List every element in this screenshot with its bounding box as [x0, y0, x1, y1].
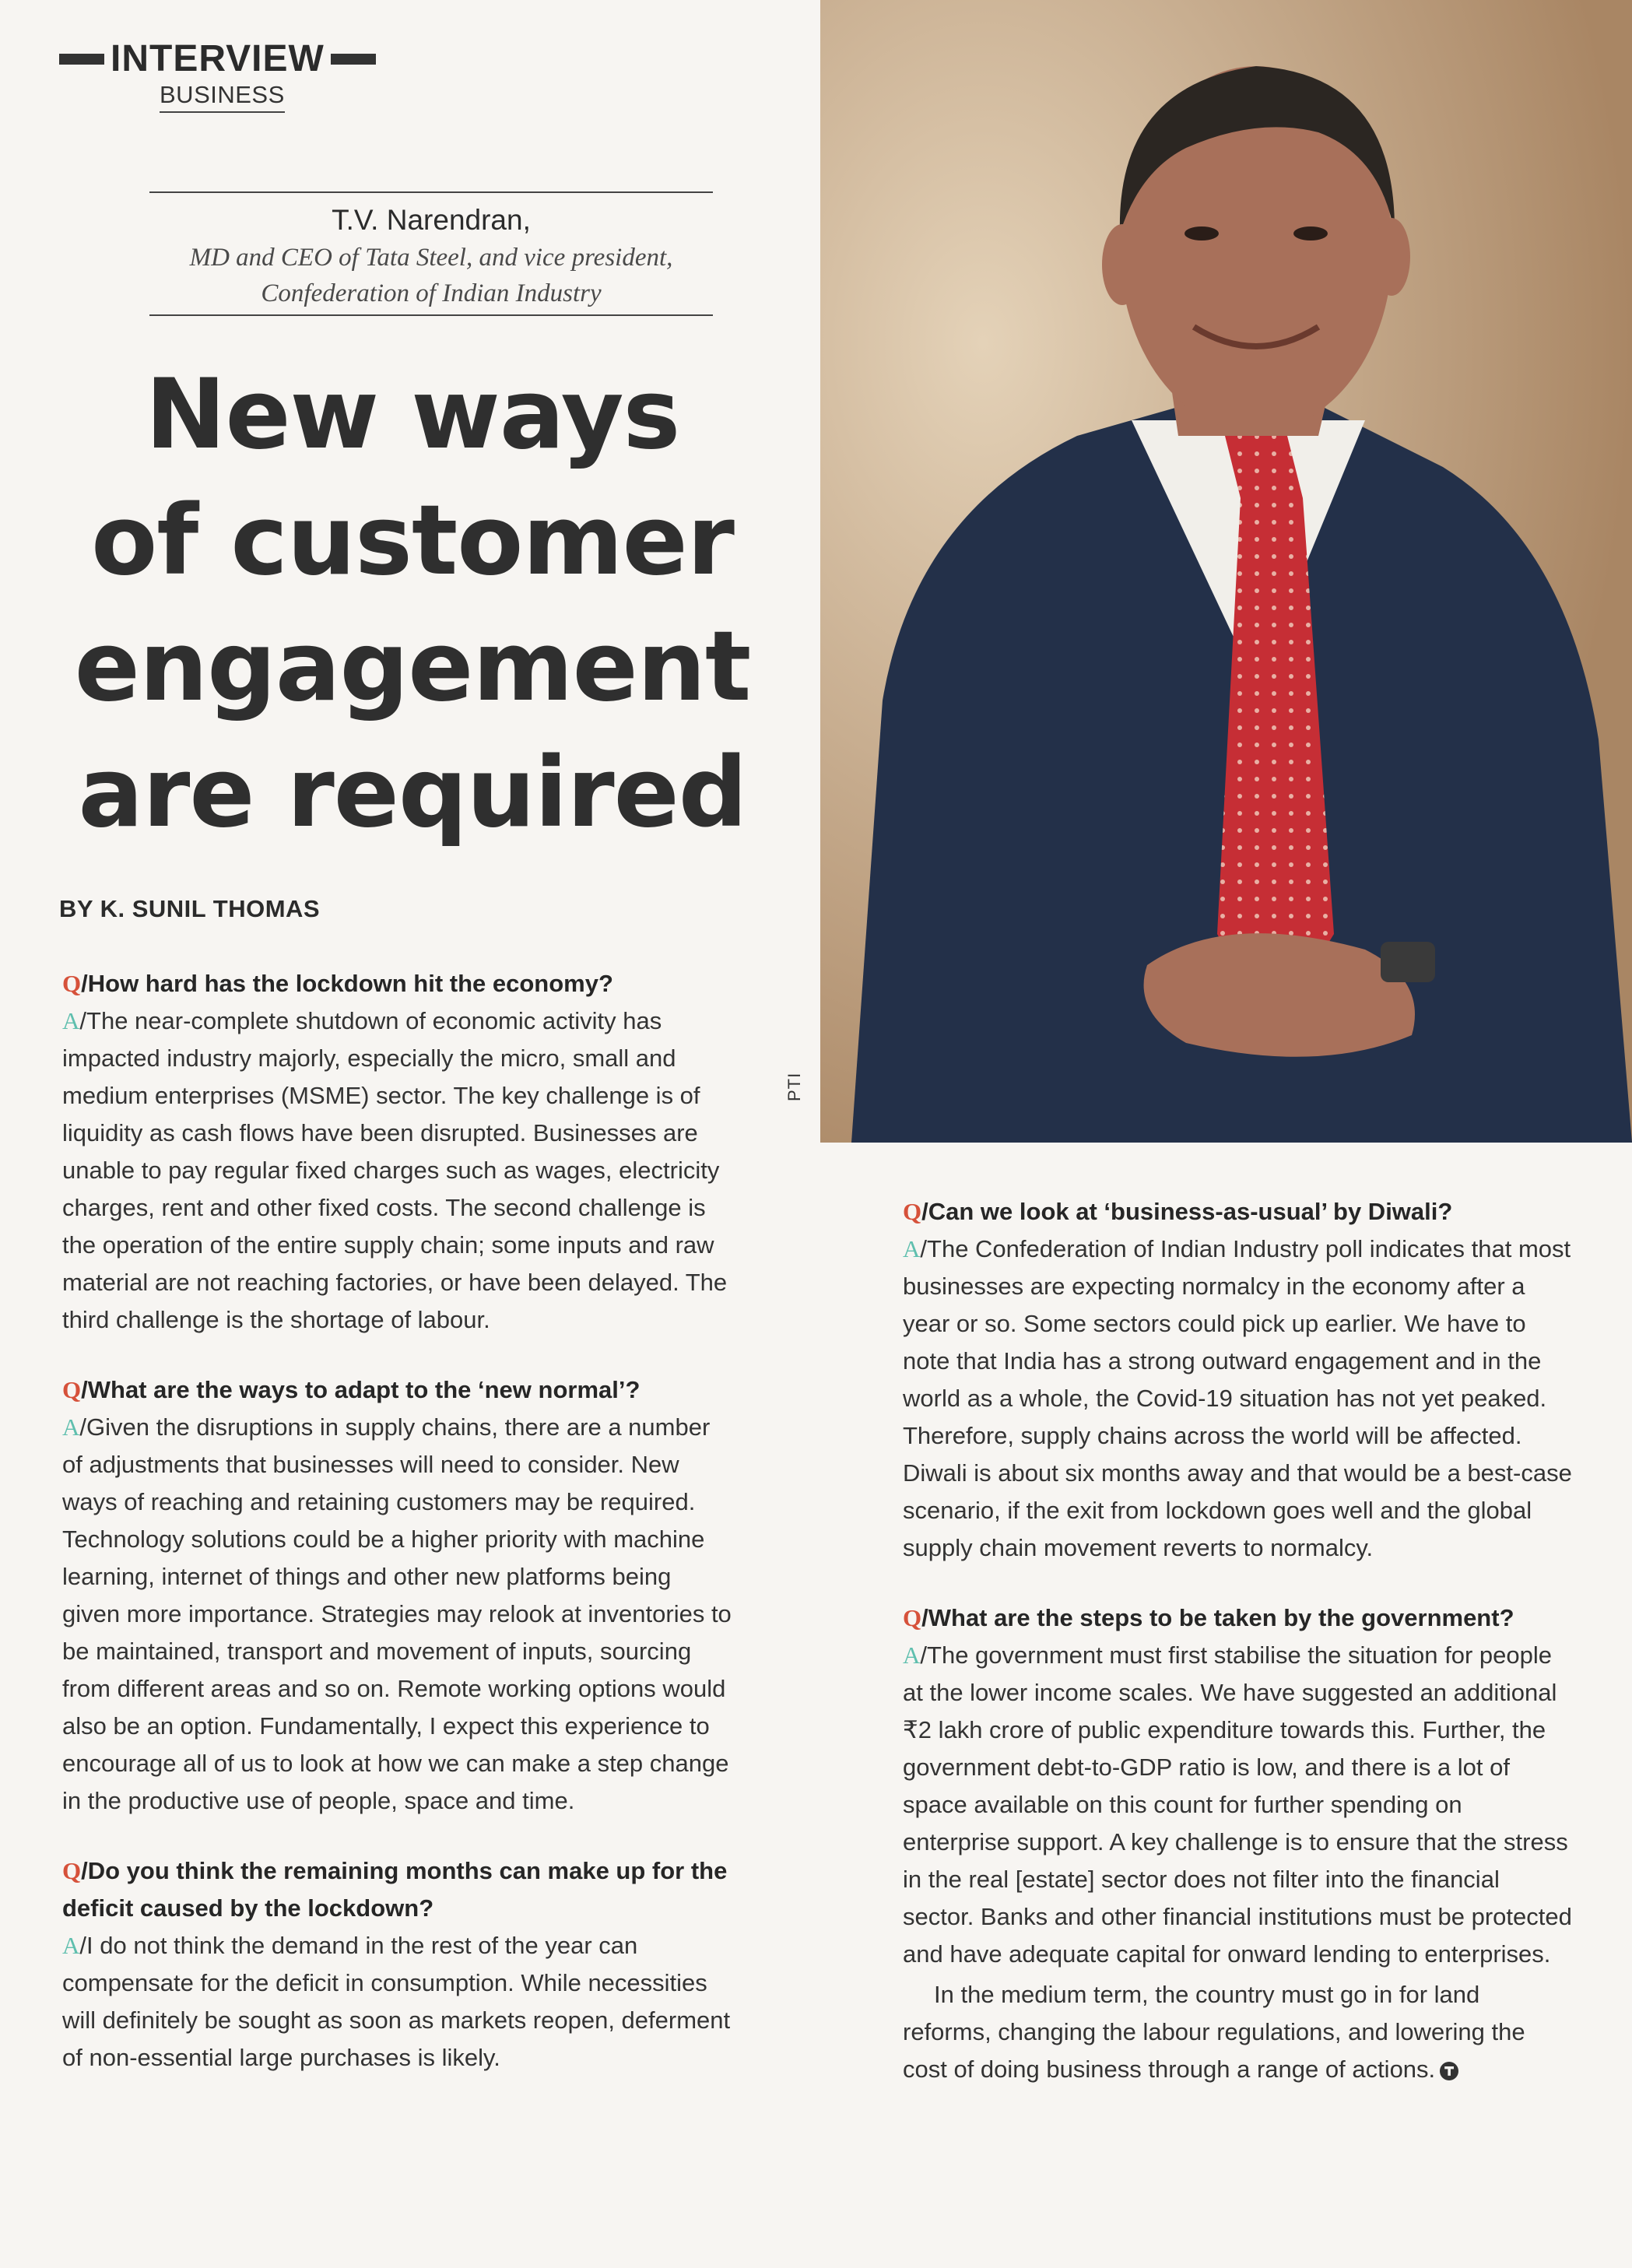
answer-continued-text: In the medium term, the country must go in for land reforms, changing the labour regulations, and lowering the cost of doing business through a range of actions.	[903, 1981, 1525, 2083]
kicker-bar-right	[331, 54, 376, 65]
byline: BY K. SUNIL THOMAS	[59, 895, 321, 922]
answer-text: The Confederation of Indian Industry poll indicates that most businesses are expecting normalcy in the economy after a year or so. Some sectors could pick up earlier. We have to note that India has a strong outward engagement and in the world as a whole, the Covid-19 situation has not yet peaked. Therefore, supply chains across the world will be affected. Diwali is about six months away and that would be a best-case scenario, if the exit from lockdown goes well and the global supply chain movement reverts to normalcy.	[903, 1235, 1572, 1561]
headline-line1: New ways	[145, 359, 680, 471]
headline-line4: are required	[78, 737, 747, 849]
qa-block-4	[903, 1193, 1572, 1567]
section-label: BUSINESS	[160, 81, 285, 113]
article-column-left	[62, 965, 732, 2109]
subject-rule-top	[149, 191, 713, 193]
headline	[70, 352, 755, 856]
ear-right	[1373, 218, 1410, 296]
answer-5-continued	[903, 1976, 1572, 2088]
subject-role-line1: MD and CEO of Tata Steel, and vice president,	[189, 244, 673, 272]
subject-name: T.V. Narendran,	[332, 204, 531, 236]
ear-left	[1102, 224, 1142, 305]
answer-1	[62, 1002, 732, 1339]
answer-3	[62, 1927, 732, 2077]
section-kicker	[59, 37, 376, 80]
portrait-illustration	[820, 0, 1632, 1143]
marker-separator: /	[921, 1604, 928, 1631]
answer-2	[62, 1409, 732, 1820]
answer-marker: A	[62, 1413, 80, 1441]
photo-credit: PTI	[784, 1072, 804, 1101]
eye-left	[1185, 226, 1219, 240]
marker-separator: /	[81, 1376, 88, 1403]
question-text: Can we look at ‘business-as-usual’ by Diwali?	[928, 1198, 1453, 1225]
subject-role-line2: Confederation of Indian Industry	[261, 279, 602, 307]
answer-marker: A	[62, 1932, 80, 1959]
marker-separator: /	[79, 1413, 87, 1441]
answer-5	[903, 1637, 1572, 1973]
question-5	[903, 1599, 1572, 1637]
question-marker: Q	[903, 1604, 922, 1631]
answer-marker: A	[62, 1007, 80, 1034]
kicker-label: INTERVIEW	[111, 38, 325, 79]
portrait-photo	[820, 0, 1632, 1143]
question-text: What are the ways to adapt to the ‘new normal’?	[87, 1376, 641, 1403]
marker-separator: /	[921, 1198, 928, 1225]
question-1	[62, 965, 732, 1002]
answer-text: I do not think the demand in the rest of the year can compensate for the deficit in consumption. While necessities will definitely be sought as soon as markets reopen, deferment of non-essential large purchases is likely.	[62, 1932, 731, 2071]
question-marker: Q	[62, 1857, 82, 1884]
eye-right	[1293, 226, 1328, 240]
marker-separator: /	[79, 1932, 87, 1959]
subject-rule-bottom	[149, 314, 713, 316]
question-text: Do you think the remaining months can make up for the deficit caused by the lockdown?	[62, 1857, 728, 1922]
question-4	[903, 1193, 1572, 1231]
question-marker: Q	[903, 1198, 922, 1225]
marker-separator: /	[81, 1857, 88, 1884]
marker-separator: /	[79, 1007, 87, 1034]
qa-block-2	[62, 1371, 732, 1820]
question-marker: Q	[62, 1376, 82, 1403]
answer-text: The government must first stabilise the situation for people at the lower income scales. We have suggested an additional ₹2 lakh crore of public expenditure towards this. Further, the government debt-to-GDP ratio is low, and there is a lot of space available on this count for further spending on enterprise support. A key challenge is to ensure that the stress in the real [estate] sector does not filter into the financial sector. Banks and other financial institutions must be protected and have adequate capital for onward lending to enterprises.	[903, 1641, 1572, 1968]
headline-line2: of customer	[91, 485, 734, 597]
kicker-bar-left	[59, 54, 104, 65]
question-2	[62, 1371, 732, 1409]
subject-role	[149, 240, 713, 311]
marker-separator: /	[920, 1235, 928, 1262]
qa-block-1	[62, 965, 732, 1339]
question-marker: Q	[62, 970, 82, 997]
answer-text: Given the disruptions in supply chains, there are a number of adjustments that businesses will need to consider. New ways of reaching and retaining customers may be required. Technology solutions could be a higher priority with machine learning, internet of things and other new platforms being given more importance. Strategies may relook at inventories to be maintained, transport and movement of inputs, sourcing from different areas and so on. Remote working options would also be an option. Fundamentally, I expect this experience to encourage all of us to look at how we can make a step change in the productive use of people, space and time.	[62, 1413, 732, 1814]
answer-marker: A	[903, 1235, 921, 1262]
question-text: What are the steps to be taken by the government?	[928, 1604, 1514, 1631]
question-text: How hard has the lockdown hit the economy?	[87, 970, 613, 997]
headline-line3: engagement	[74, 611, 751, 723]
answer-text: The near-complete shutdown of economic activity has impacted industry majorly, especially the micro, small and medium enterprises (MSME) sector. The key challenge is of liquidity as cash flows have been disrupted. Businesses are unable to pay regular fixed charges such as wages, electricity charges, rent and other fixed costs. The second challenge is the operation of the entire supply chain; some inputs and raw material are not reaching factories, or have been delayed. The third challenge is the shortage of labour.	[62, 1007, 728, 1333]
answer-4	[903, 1231, 1572, 1567]
answer-marker: A	[903, 1641, 921, 1669]
question-3	[62, 1852, 732, 1927]
marker-separator: /	[81, 970, 88, 997]
article-column-right	[903, 1193, 1572, 2121]
qa-block-3	[62, 1852, 732, 2077]
wristwatch	[1381, 942, 1435, 982]
qa-block-5	[903, 1599, 1572, 2088]
marker-separator: /	[920, 1641, 928, 1669]
end-of-article-icon	[1440, 2062, 1458, 2080]
